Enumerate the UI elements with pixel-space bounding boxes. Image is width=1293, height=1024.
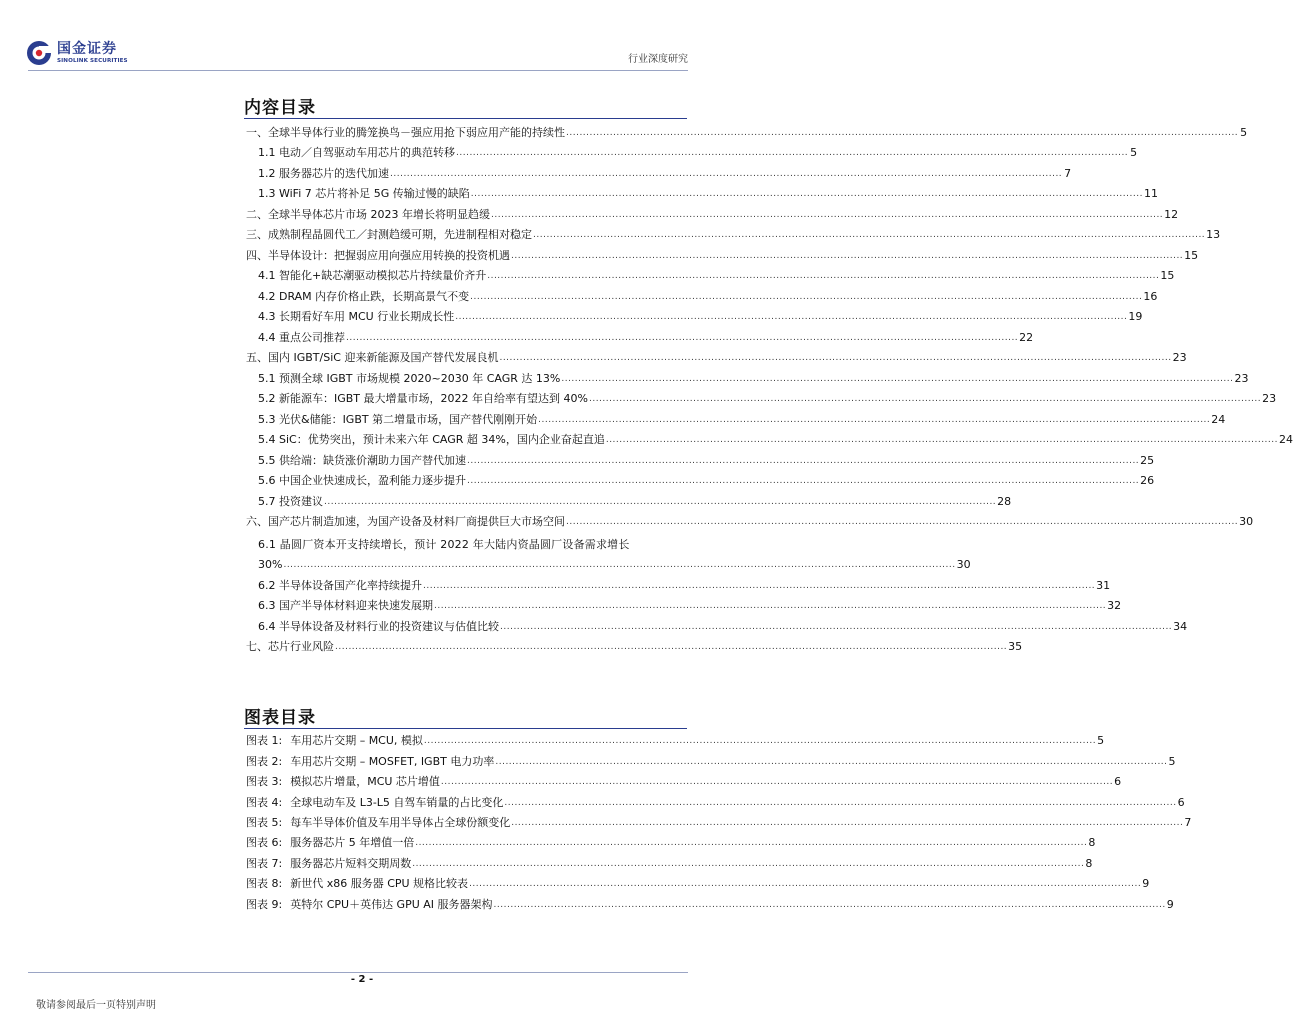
toc-leader-dots: ........................................................................................................................................................................................................ bbox=[434, 601, 1107, 611]
sinolink-logo-icon bbox=[26, 40, 52, 66]
toc-leader-dots: ........................................................................................................................................................................................................ bbox=[390, 168, 1063, 179]
toc-leader-dots: ........................................................................................................................................................................................................ bbox=[588, 394, 1262, 404]
toc-entry[interactable] bbox=[246, 307, 1143, 328]
figure-entry[interactable] bbox=[246, 813, 1192, 833]
figure-entry-label: 图表 8: bbox=[246, 877, 283, 891]
toc-entry-page: 11 bbox=[1143, 187, 1158, 200]
figure-entry-page: 5 bbox=[1168, 754, 1176, 768]
toc-leader-dots: ........................................................................................................................................................................................................ bbox=[283, 560, 956, 570]
figure-entry-text: 车用芯片交期 – MCU, 模拟 bbox=[290, 734, 423, 748]
toc-entry[interactable] bbox=[246, 389, 1277, 410]
toc-leader-dots: ........................................................................................................................................................................................................ bbox=[335, 642, 1008, 652]
figure-leader-dots: ........................................................................................................................................................................................................ bbox=[415, 838, 1088, 849]
toc-entry-text: 5.5 供给端：缺货涨价潮助力国产替代加速 bbox=[258, 453, 466, 467]
figure-entry-page: 8 bbox=[1085, 856, 1093, 870]
toc-leader-dots: ........................................................................................................................................................................................................ bbox=[499, 353, 1172, 363]
figure-entry-text: 服务器芯片 5 年增值一倍 bbox=[290, 836, 415, 850]
toc-entry-page: 22 bbox=[1019, 330, 1034, 344]
figure-entry-label: 图表 1: bbox=[246, 734, 283, 748]
toc-entry[interactable] bbox=[246, 184, 1158, 205]
figure-entry[interactable] bbox=[246, 772, 1122, 792]
toc-entry[interactable] bbox=[246, 616, 1188, 637]
figure-entry-text: 车用芯片交期 – MOSFET, IGBT 电力功率 bbox=[290, 754, 495, 768]
figure-leader-dots: ........................................................................................................................................................................................................ bbox=[423, 736, 1097, 747]
figure-leader-dots: ........................................................................................................................................................................................................ bbox=[504, 797, 1177, 808]
toc-entry-text: 六、国产芯片制造加速，为国产设备及材料厂商提供巨大市场空间 bbox=[246, 515, 565, 528]
toc-leader-dots: ........................................................................................................................................................................................................ bbox=[455, 312, 1128, 322]
toc-entry-text: 1.1 电动／自驾驱动车用芯片的典范转移 bbox=[258, 146, 455, 159]
figure-entry-text: 每车半导体价值及车用半导体占全球份额变化 bbox=[290, 815, 511, 829]
toc-leader-dots: ........................................................................................................................................................................................................ bbox=[470, 291, 1143, 302]
toc-entry-page: 32 bbox=[1107, 599, 1122, 612]
figure-entry-label: 图表 3: bbox=[246, 775, 283, 789]
toc-leader-dots: ........................................................................................................................................................................................................ bbox=[605, 435, 1278, 445]
toc-entry[interactable] bbox=[246, 430, 1293, 451]
toc-title: 内容目录 bbox=[244, 98, 316, 118]
toc-leader-dots: ........................................................................................................................................................................................................ bbox=[491, 209, 1164, 220]
figure-leader-dots: ........................................................................................................................................................................................................ bbox=[493, 899, 1166, 910]
toc-entry-page: 16 bbox=[1143, 289, 1158, 303]
toc-entry-page: 23 bbox=[1262, 392, 1277, 405]
toc-entry-text: 5.1 预测全球 IGBT 市场规模 2020~2030 年 CAGR 达 13% bbox=[258, 371, 561, 385]
toc-entry[interactable] bbox=[246, 409, 1226, 430]
toc-leader-dots: ........................................................................................................................................................................................................ bbox=[561, 373, 1234, 384]
toc-entry-page: 26 bbox=[1140, 474, 1155, 487]
figure-entry[interactable] bbox=[246, 853, 1093, 873]
toc-entry-text: 6.3 国产半导体材料迎来快速发展期 bbox=[258, 599, 433, 612]
figure-entry-text: 新世代 x86 服务器 CPU 规格比较表 bbox=[290, 877, 469, 891]
toc-entry[interactable] bbox=[246, 491, 1012, 512]
toc-leader-dots: ........................................................................................................................................................................................................ bbox=[533, 230, 1206, 240]
toc-entry-page: 23 bbox=[1234, 371, 1249, 385]
company-logo bbox=[26, 40, 128, 66]
toc-entry[interactable] bbox=[246, 122, 1248, 143]
logo-text bbox=[57, 42, 128, 65]
toc-entry[interactable] bbox=[246, 450, 1155, 471]
toc-leader-dots: ........................................................................................................................................................................................................ bbox=[538, 414, 1211, 425]
toc-entry-page: 35 bbox=[1008, 640, 1023, 653]
toc-leader-dots: ........................................................................................................................................................................................................ bbox=[423, 580, 1096, 591]
footer-divider bbox=[28, 972, 688, 973]
figure-entry[interactable] bbox=[246, 792, 1185, 812]
toc-entry-page: 7 bbox=[1064, 166, 1072, 180]
figure-leader-dots: ........................................................................................................................................................................................................ bbox=[440, 777, 1114, 788]
figure-entry-page: 6 bbox=[1114, 775, 1122, 789]
toc-entry-text: 5.6 中国企业快速成长，盈利能力逐步提升 bbox=[258, 474, 466, 487]
toc-entry-text: 三、成熟制程晶圆代工／封测趋缓可期，先进制程相对稳定 bbox=[246, 228, 532, 241]
toc-entry-text: 6.2 半导体设备国产化率持续提升 bbox=[258, 578, 422, 592]
toc-entry[interactable] bbox=[246, 286, 1158, 307]
toc-leader-dots: ........................................................................................................................................................................................................ bbox=[470, 189, 1143, 199]
toc-entry-page: 34 bbox=[1173, 619, 1188, 633]
figure-leader-dots: ........................................................................................................................................................................................................ bbox=[412, 858, 1085, 869]
toc-entry[interactable] bbox=[246, 368, 1249, 389]
toc-entry[interactable] bbox=[246, 266, 1175, 287]
toc-leader-dots: ........................................................................................................................................................................................................ bbox=[487, 271, 1160, 281]
figure-entry[interactable] bbox=[246, 731, 1105, 751]
figure-entry-text: 全球电动车及 L3-L5 自驾车销量的占比变化 bbox=[290, 795, 504, 809]
toc-leader-dots: ........................................................................................................................................................................................................ bbox=[467, 476, 1140, 486]
toc-entry-page: 15 bbox=[1184, 248, 1199, 262]
figure-entry-label: 图表 2: bbox=[246, 754, 283, 768]
figure-entry[interactable] bbox=[246, 833, 1096, 853]
figure-entry-label: 图表 4: bbox=[246, 795, 283, 809]
figure-entry-label: 图表 5: bbox=[246, 815, 283, 829]
toc-leader-dots: ........................................................................................................................................................................................................ bbox=[456, 148, 1129, 158]
toc-leader-dots: ........................................................................................................................................................................................................ bbox=[500, 621, 1173, 632]
toc-entry-page: 24 bbox=[1279, 433, 1293, 446]
figure-entry-page: 9 bbox=[1166, 897, 1174, 911]
figure-entry-page: 8 bbox=[1088, 836, 1096, 850]
toc-entry-page: 30 bbox=[956, 558, 971, 571]
toc-entry-text: 6.4 半导体设备及材料行业的投资建议与估值比较 bbox=[258, 619, 499, 633]
toc-leader-dots: ........................................................................................................................................................................................................ bbox=[566, 517, 1239, 527]
figure-entry-label: 图表 9: bbox=[246, 897, 283, 911]
toc-entry-text: 七、芯片行业风险 bbox=[246, 640, 334, 653]
toc-leader-dots: ........................................................................................................................................................................................................ bbox=[511, 250, 1184, 261]
figure-entry-text: 模拟芯片增量，MCU 芯片增值 bbox=[290, 775, 440, 789]
toc-entry[interactable] bbox=[246, 225, 1221, 246]
toc-entry-text: 1.2 服务器芯片的迭代加速 bbox=[258, 166, 389, 180]
figure-list bbox=[246, 731, 1192, 915]
figure-entry-page: 9 bbox=[1142, 877, 1150, 891]
toc-entry-page: 25 bbox=[1140, 453, 1155, 467]
toc-entry[interactable] bbox=[246, 204, 1179, 225]
toc-entry-text: 四、半导体设计：把握弱应用向强应用转换的投资机遇 bbox=[246, 248, 510, 262]
toc-entry-text: 4.4 重点公司推荐 bbox=[258, 330, 345, 344]
figure-list-title-underline bbox=[244, 728, 687, 729]
toc-entry-page: 12 bbox=[1164, 207, 1179, 221]
toc-entry[interactable] bbox=[246, 327, 1034, 348]
toc-entry-page: 24 bbox=[1211, 412, 1226, 426]
figure-entry-label: 图表 6: bbox=[246, 836, 283, 850]
toc-entry[interactable] bbox=[246, 575, 1111, 596]
toc-leader-dots: ........................................................................................................................................................................................................ bbox=[566, 127, 1239, 138]
disclaimer-note: 敬请参阅最后一页特别声明 bbox=[36, 1000, 156, 1011]
toc-entry-page: 31 bbox=[1096, 578, 1111, 592]
toc-entry-page: 5 bbox=[1240, 125, 1248, 139]
toc-entry-text: 五、国内 IGBT/SiC 迎来新能源及国产替代发展良机 bbox=[246, 351, 499, 364]
toc-entry-text: 一、全球半导体行业的腾笼换鸟－强应用抢下弱应用产能的持续性 bbox=[246, 125, 565, 139]
figure-entry-page: 6 bbox=[1177, 795, 1185, 809]
figure-leader-dots: ........................................................................................................................................................................................................ bbox=[495, 756, 1168, 767]
toc-leader-dots: ........................................................................................................................................................................................................ bbox=[467, 455, 1140, 466]
figure-list-title: 图表目录 bbox=[244, 708, 316, 728]
toc-entry-text: 5.4 SiC：优势突出，预计未来六年 CAGR 超 34%，国内企业奋起直追 bbox=[258, 433, 605, 446]
figure-leader-dots: ........................................................................................................................................................................................................ bbox=[469, 879, 1142, 890]
toc-entry-page: 28 bbox=[997, 494, 1012, 508]
figure-entry[interactable] bbox=[246, 751, 1176, 771]
logo-english-name: SINOLINK SECURITIES bbox=[57, 57, 128, 64]
report-type: 行业深度研究 bbox=[628, 54, 688, 65]
page-header bbox=[0, 0, 724, 72]
toc-entry-text: 6.1 晶圆厂资本开支持续增长，预计 2022 年大陆内资晶圆厂设备需求增长 bbox=[258, 538, 630, 551]
toc-entry-text: 4.3 长期看好车用 MCU 行业长期成长性 bbox=[258, 310, 455, 323]
toc-entry-page: 23 bbox=[1172, 351, 1187, 364]
figure-entry-text: 服务器芯片短料交期周数 bbox=[290, 856, 412, 870]
toc-leader-dots: ........................................................................................................................................................................................................ bbox=[346, 332, 1019, 343]
figure-entry-text: 英特尔 CPU＋英伟达 GPU AI 服务器架构 bbox=[290, 897, 493, 911]
toc-entry-text: 1.3 WiFi 7 芯片将补足 5G 传输过慢的缺陷 bbox=[258, 187, 470, 200]
logo-chinese-name: 国金证券 bbox=[57, 40, 117, 57]
figure-entry[interactable] bbox=[246, 874, 1150, 894]
figure-entry[interactable] bbox=[246, 894, 1174, 914]
toc-leader-dots: ........................................................................................................................................................................................................ bbox=[324, 496, 997, 507]
toc-entry[interactable] bbox=[246, 637, 1023, 658]
toc-entry-text: 4.2 DRAM 内存价格止跌，长期高景气不变 bbox=[258, 289, 470, 303]
toc-entry-page: 15 bbox=[1160, 269, 1175, 282]
toc-entry[interactable] bbox=[246, 245, 1199, 266]
toc-list bbox=[246, 122, 1293, 657]
figure-entry-page: 7 bbox=[1184, 815, 1192, 829]
toc-entry[interactable] bbox=[246, 143, 1138, 164]
toc-entry-page: 5 bbox=[1130, 146, 1138, 159]
figure-leader-dots: ........................................................................................................................................................................................................ bbox=[511, 817, 1184, 828]
toc-entry-text-continued: 30% bbox=[258, 558, 283, 571]
toc-entry[interactable] bbox=[246, 532, 971, 575]
toc-entry[interactable] bbox=[246, 471, 1155, 492]
toc-entry[interactable] bbox=[246, 512, 1254, 533]
toc-entry[interactable] bbox=[246, 348, 1187, 369]
toc-entry[interactable] bbox=[246, 596, 1122, 617]
toc-entry[interactable] bbox=[246, 163, 1072, 184]
toc-entry-text: 4.1 智能化+缺芯潮驱动模拟芯片持续量价齐升 bbox=[258, 269, 487, 282]
header-divider bbox=[28, 70, 688, 71]
toc-entry-continuation bbox=[258, 558, 971, 572]
figure-entry-label: 图表 7: bbox=[246, 856, 283, 870]
toc-entry-text: 5.2 新能源车：IGBT 最大增量市场，2022 年自给率有望达到 40% bbox=[258, 392, 588, 405]
toc-entry-text: 二、全球半导体芯片市场 2023 年增长将明显趋缓 bbox=[246, 207, 490, 221]
page-number: - 2 - bbox=[350, 974, 374, 985]
toc-entry-page: 19 bbox=[1128, 310, 1143, 323]
toc-entry-text: 5.3 光伏&储能：IGBT 第二增量市场，国产替代刚刚开始 bbox=[258, 412, 538, 426]
toc-title-underline bbox=[244, 118, 687, 119]
toc-entry-text: 5.7 投资建议 bbox=[258, 494, 323, 508]
figure-entry-page: 5 bbox=[1097, 734, 1105, 748]
toc-entry-page: 30 bbox=[1239, 515, 1254, 528]
toc-entry-page: 13 bbox=[1206, 228, 1221, 241]
